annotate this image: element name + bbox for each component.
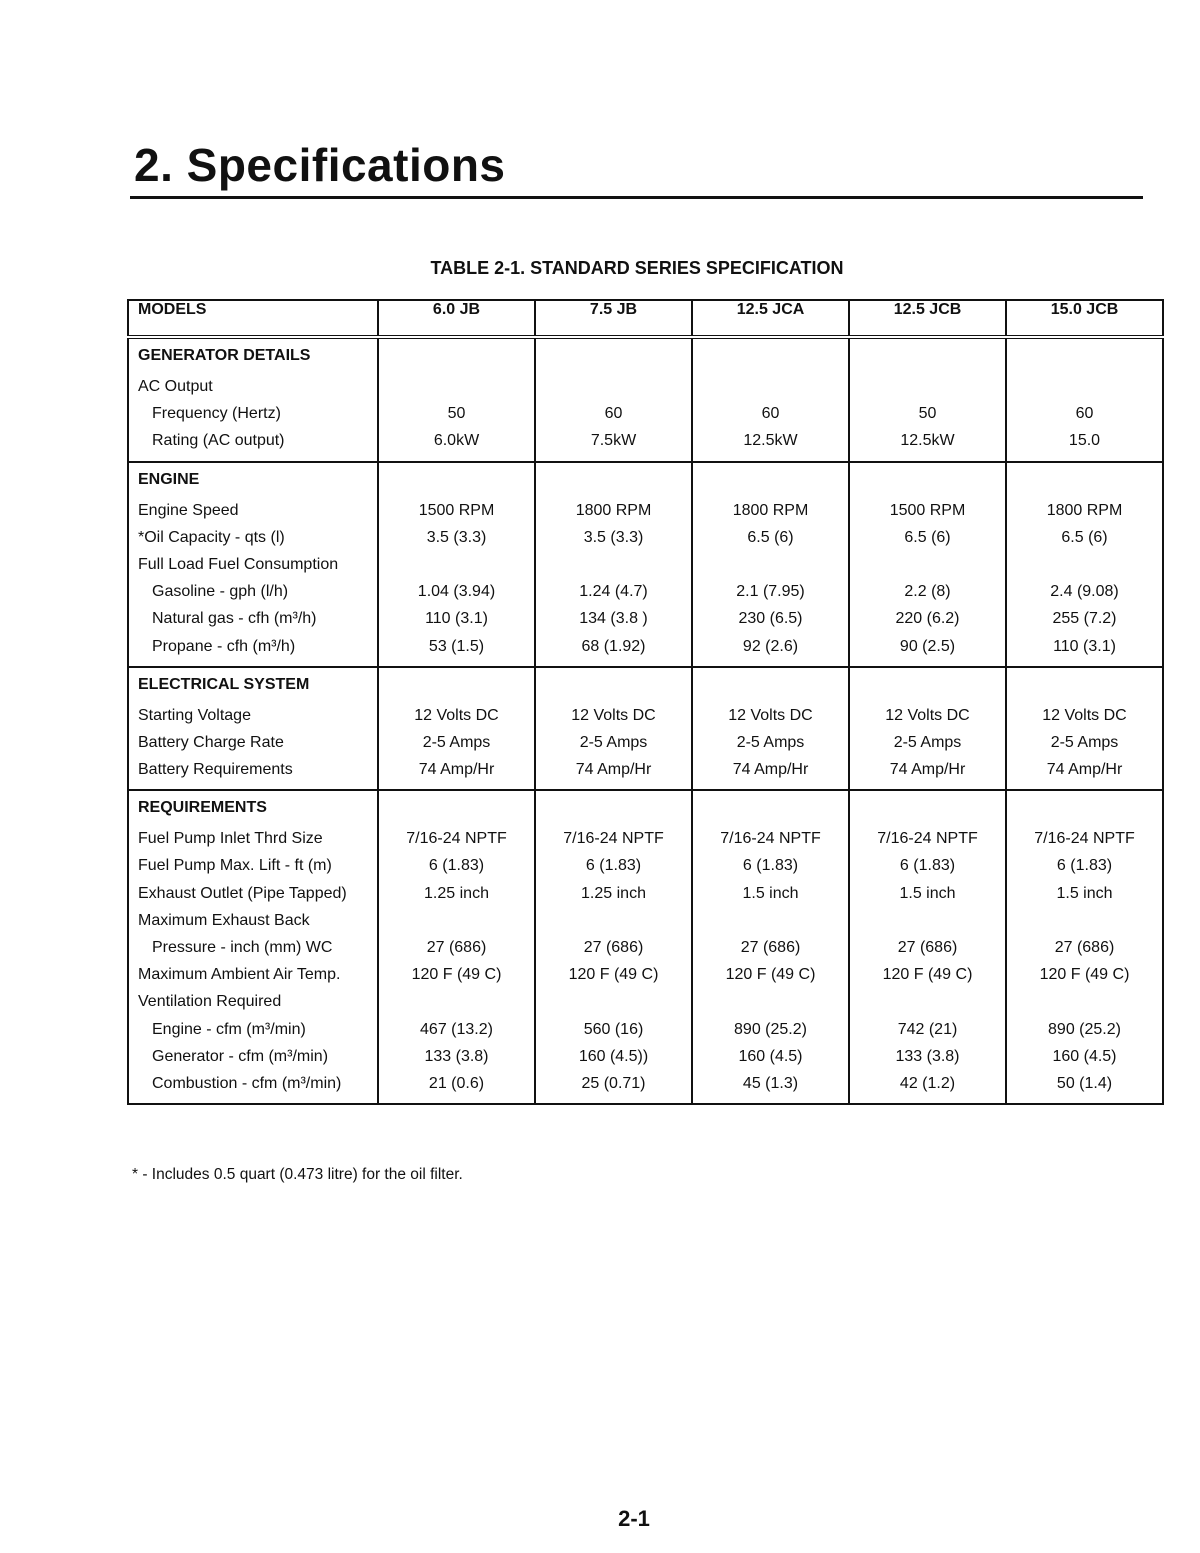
spec-value: 2.2 (8) xyxy=(904,583,951,601)
border-cell xyxy=(692,1103,849,1104)
spec-value: 50 (1.4) xyxy=(1056,1074,1113,1092)
table-bottom-border xyxy=(128,1103,1163,1104)
model-column-cell xyxy=(1006,790,1163,1103)
spec-value: 60 xyxy=(604,405,623,423)
spec-value: 1500 RPM xyxy=(418,501,495,519)
spec-value: 110 (3.1) xyxy=(425,610,488,628)
model-column-cell xyxy=(849,337,1006,462)
row-label: Rating (AC output) xyxy=(152,432,285,450)
spec-value: 160 (4.5) xyxy=(738,1047,803,1065)
spec-value xyxy=(1007,907,1162,934)
spec-value: 50 xyxy=(447,405,466,423)
spec-value: 7/16-24 NPTF xyxy=(406,830,507,848)
row-label: Gasoline - gph (l/h) xyxy=(152,583,289,601)
spec-value: 12 Volts DC xyxy=(1042,706,1127,724)
border-cell xyxy=(128,1103,378,1104)
spec-value: 160 (4.5) xyxy=(1052,1047,1117,1065)
spec-value: 2-5 Amps xyxy=(422,733,491,751)
spec-value: 560 (16) xyxy=(583,1020,644,1038)
spec-value: 6.0kW xyxy=(433,432,480,450)
section-3 xyxy=(128,790,1163,1103)
spec-value: 2.1 (7.95) xyxy=(736,583,805,601)
row-label: Ventilation Required xyxy=(138,993,282,1011)
spec-value: 27 (686) xyxy=(740,939,801,956)
model-column-cell xyxy=(1006,462,1163,667)
spec-value xyxy=(693,988,848,1015)
spec-value: 90 (2.5) xyxy=(899,637,956,655)
row-label: Fuel Pump Max. Lift - ft (m) xyxy=(138,857,332,875)
spec-value: 6 (1.83) xyxy=(428,857,485,875)
border-cell xyxy=(1006,1103,1163,1104)
row-label: Exhaust Outlet (Pipe Tapped) xyxy=(138,884,347,902)
model-column-cell xyxy=(535,667,692,791)
row-label: Battery Requirements xyxy=(138,761,293,779)
spec-value: 74 Amp/Hr xyxy=(889,761,966,779)
section-1 xyxy=(128,462,1163,667)
section-labels xyxy=(128,337,378,462)
specification-table xyxy=(127,299,1164,1105)
spec-value: 255 (7.2) xyxy=(1052,610,1117,628)
spec-value: 27 (686) xyxy=(426,939,487,956)
row-label: Full Load Fuel Consumption xyxy=(138,555,339,573)
spec-value xyxy=(693,373,848,400)
row-label: Engine Speed xyxy=(138,501,239,519)
spec-value: 7/16-24 NPTF xyxy=(720,830,821,848)
spec-value: 2-5 Amps xyxy=(1050,733,1119,751)
section-labels xyxy=(128,462,378,667)
row-label: Engine - cfm (m³/min) xyxy=(152,1020,306,1038)
spec-value: 120 F (49 C) xyxy=(1039,966,1130,984)
model-column-cell xyxy=(692,667,849,791)
spec-value: 74 Amp/Hr xyxy=(418,761,495,779)
spec-value: 12 Volts DC xyxy=(885,706,970,724)
spec-value: 42 (1.2) xyxy=(899,1074,956,1092)
spec-value: 60 xyxy=(761,405,780,423)
model-column-cell xyxy=(1006,667,1163,791)
spec-value: 2-5 Amps xyxy=(579,733,648,751)
spec-value: 1800 RPM xyxy=(732,501,809,519)
spec-value: 6 (1.83) xyxy=(1056,857,1113,875)
row-label: Generator - cfm (m³/min) xyxy=(152,1047,329,1065)
spec-value: 3.5 (3.3) xyxy=(583,528,644,546)
row-label: Maximum Exhaust Back xyxy=(138,911,310,929)
model-header: 15.0 JCB xyxy=(1006,300,1163,337)
model-column-cell xyxy=(535,790,692,1103)
spec-value xyxy=(1007,988,1162,1015)
spec-value: 6 (1.83) xyxy=(742,857,799,875)
spec-value: 1800 RPM xyxy=(575,501,652,519)
section-title: ENGINE xyxy=(138,470,200,488)
row-label: Pressure - inch (mm) WC xyxy=(152,939,333,956)
spec-value: 45 (1.3) xyxy=(742,1074,799,1092)
spec-value: 7/16-24 NPTF xyxy=(563,830,664,848)
row-label: Combustion - cfm (m³/min) xyxy=(152,1074,342,1092)
row-label: Frequency (Hertz) xyxy=(152,405,281,423)
row-label: Maximum Ambient Air Temp. xyxy=(138,966,341,984)
section-title: REQUIREMENTS xyxy=(138,799,267,817)
model-column-cell xyxy=(378,462,535,667)
spec-value: 467 (13.2) xyxy=(420,1020,493,1038)
spec-value: 15.0 xyxy=(1068,432,1101,450)
section-title: ELECTRICAL SYSTEM xyxy=(138,675,310,693)
spec-value: 1.5 inch xyxy=(1056,884,1113,902)
section-labels xyxy=(128,667,378,791)
spec-value: 134 (3.8 ) xyxy=(579,610,648,628)
spec-value: 1800 RPM xyxy=(1046,501,1123,519)
section-labels xyxy=(128,790,378,1103)
spec-value xyxy=(1007,373,1162,400)
section-0 xyxy=(128,337,1163,462)
spec-value: 7.5kW xyxy=(590,432,637,450)
spec-value xyxy=(379,907,534,934)
spec-value: 27 (686) xyxy=(583,939,644,956)
spec-value xyxy=(850,988,1005,1015)
spec-value: 27 (686) xyxy=(1054,939,1115,956)
spec-value: 74 Amp/Hr xyxy=(1046,761,1123,779)
footnote: * - Includes 0.5 quart (0.473 litre) for the oil filter. xyxy=(132,1166,463,1183)
border-cell xyxy=(535,1103,692,1104)
spec-value: 6.5 (6) xyxy=(904,528,951,546)
spec-value: 27 (686) xyxy=(897,939,958,956)
section-title: GENERATOR DETAILS xyxy=(138,347,311,364)
spec-value: 2.4 (9.08) xyxy=(1050,583,1119,601)
spec-value: 160 (4.5)) xyxy=(578,1047,649,1065)
spec-value: 1.24 (4.7) xyxy=(579,583,648,601)
spec-value xyxy=(693,551,848,578)
spec-value: 74 Amp/Hr xyxy=(732,761,809,779)
row-label: Battery Charge Rate xyxy=(138,733,284,751)
spec-value xyxy=(850,373,1005,400)
spec-value: 120 F (49 C) xyxy=(882,966,973,984)
spec-value: 6 (1.83) xyxy=(585,857,642,875)
model-column-cell xyxy=(378,337,535,462)
spec-value: 12.5kW xyxy=(743,432,798,450)
page-title: 2. Specifications xyxy=(134,139,506,191)
spec-value: 1.5 inch xyxy=(899,884,956,902)
models-label: MODELS xyxy=(128,300,378,337)
spec-value: 1.5 inch xyxy=(742,884,799,902)
model-column-cell xyxy=(535,337,692,462)
row-label: Starting Voltage xyxy=(138,706,251,724)
models-header-row xyxy=(128,300,1163,337)
row-label: *Oil Capacity - qts (l) xyxy=(138,528,285,546)
spec-value xyxy=(379,373,534,400)
model-column-cell xyxy=(535,462,692,667)
spec-value: 110 (3.1) xyxy=(1053,637,1116,655)
model-header: 6.0 JB xyxy=(378,300,535,337)
spec-value: 7/16-24 NPTF xyxy=(877,830,978,848)
row-label: Fuel Pump Inlet Thrd Size xyxy=(138,830,323,848)
model-column-cell xyxy=(1006,337,1163,462)
spec-value: 12 Volts DC xyxy=(414,706,499,724)
spec-value: 230 (6.5) xyxy=(738,610,803,628)
model-header: 12.5 JCA xyxy=(692,300,849,337)
spec-value: 120 F (49 C) xyxy=(725,966,816,984)
border-cell xyxy=(849,1103,1006,1104)
spec-value: 25 (0.71) xyxy=(581,1074,646,1092)
row-label: AC Output xyxy=(138,378,213,395)
model-column-cell xyxy=(378,667,535,791)
page-number: 2-1 xyxy=(618,1506,650,1531)
model-column-cell xyxy=(849,462,1006,667)
spec-value: 1.25 inch xyxy=(424,884,489,902)
model-column-cell xyxy=(692,462,849,667)
table-caption: TABLE 2-1. STANDARD SERIES SPECIFICATION xyxy=(430,258,844,278)
spec-value: 3.5 (3.3) xyxy=(426,528,487,546)
spec-value: 92 (2.6) xyxy=(742,637,799,655)
model-column-cell xyxy=(849,667,1006,791)
model-column-cell xyxy=(692,790,849,1103)
border-cell xyxy=(378,1103,535,1104)
spec-value: 890 (25.2) xyxy=(734,1020,807,1038)
spec-value xyxy=(536,551,691,578)
spec-value: 68 (1.92) xyxy=(581,637,646,655)
model-column-cell xyxy=(692,337,849,462)
spec-value: 742 (21) xyxy=(897,1020,958,1038)
spec-value xyxy=(536,907,691,934)
spec-value: 220 (6.2) xyxy=(895,610,960,628)
spec-value: 890 (25.2) xyxy=(1048,1020,1121,1038)
section-2 xyxy=(128,667,1163,791)
model-header: 7.5 JB xyxy=(535,300,692,337)
model-column-cell xyxy=(378,790,535,1103)
spec-value: 21 (0.6) xyxy=(428,1074,485,1092)
spec-value: 7/16-24 NPTF xyxy=(1034,830,1135,848)
spec-value: 120 F (49 C) xyxy=(568,966,659,984)
spec-value xyxy=(1007,551,1162,578)
spec-value xyxy=(379,551,534,578)
spec-value xyxy=(379,988,534,1015)
spec-value: 60 xyxy=(1075,405,1094,423)
spec-value: 6.5 (6) xyxy=(747,528,794,546)
spec-value xyxy=(850,551,1005,578)
spec-value: 53 (1.5) xyxy=(428,637,485,655)
spec-value: 1500 RPM xyxy=(889,501,966,519)
spec-value: 12 Volts DC xyxy=(571,706,656,724)
spec-value: 6 (1.83) xyxy=(899,857,956,875)
row-label: Natural gas - cfh (m³/h) xyxy=(152,610,317,628)
model-column-cell xyxy=(849,790,1006,1103)
model-header: 12.5 JCB xyxy=(849,300,1006,337)
spec-value: 2-5 Amps xyxy=(736,733,805,751)
spec-value: 133 (3.8) xyxy=(424,1047,489,1065)
spec-value: 120 F (49 C) xyxy=(411,966,502,984)
spec-value xyxy=(693,907,848,934)
spec-value xyxy=(536,373,691,400)
spec-value: 133 (3.8) xyxy=(895,1047,960,1065)
spec-value: 74 Amp/Hr xyxy=(575,761,652,779)
spec-value: 1.25 inch xyxy=(581,884,646,902)
spec-value: 50 xyxy=(918,405,937,423)
spec-value xyxy=(850,907,1005,934)
row-label: Propane - cfh (m³/h) xyxy=(152,637,296,655)
spec-value: 6.5 (6) xyxy=(1061,528,1108,546)
spec-value: 12 Volts DC xyxy=(728,706,813,724)
title-rule xyxy=(130,196,1143,199)
spec-value: 2-5 Amps xyxy=(893,733,962,751)
spec-value: 12.5kW xyxy=(900,432,955,450)
spec-value: 1.04 (3.94) xyxy=(417,583,496,601)
spec-value xyxy=(536,988,691,1015)
